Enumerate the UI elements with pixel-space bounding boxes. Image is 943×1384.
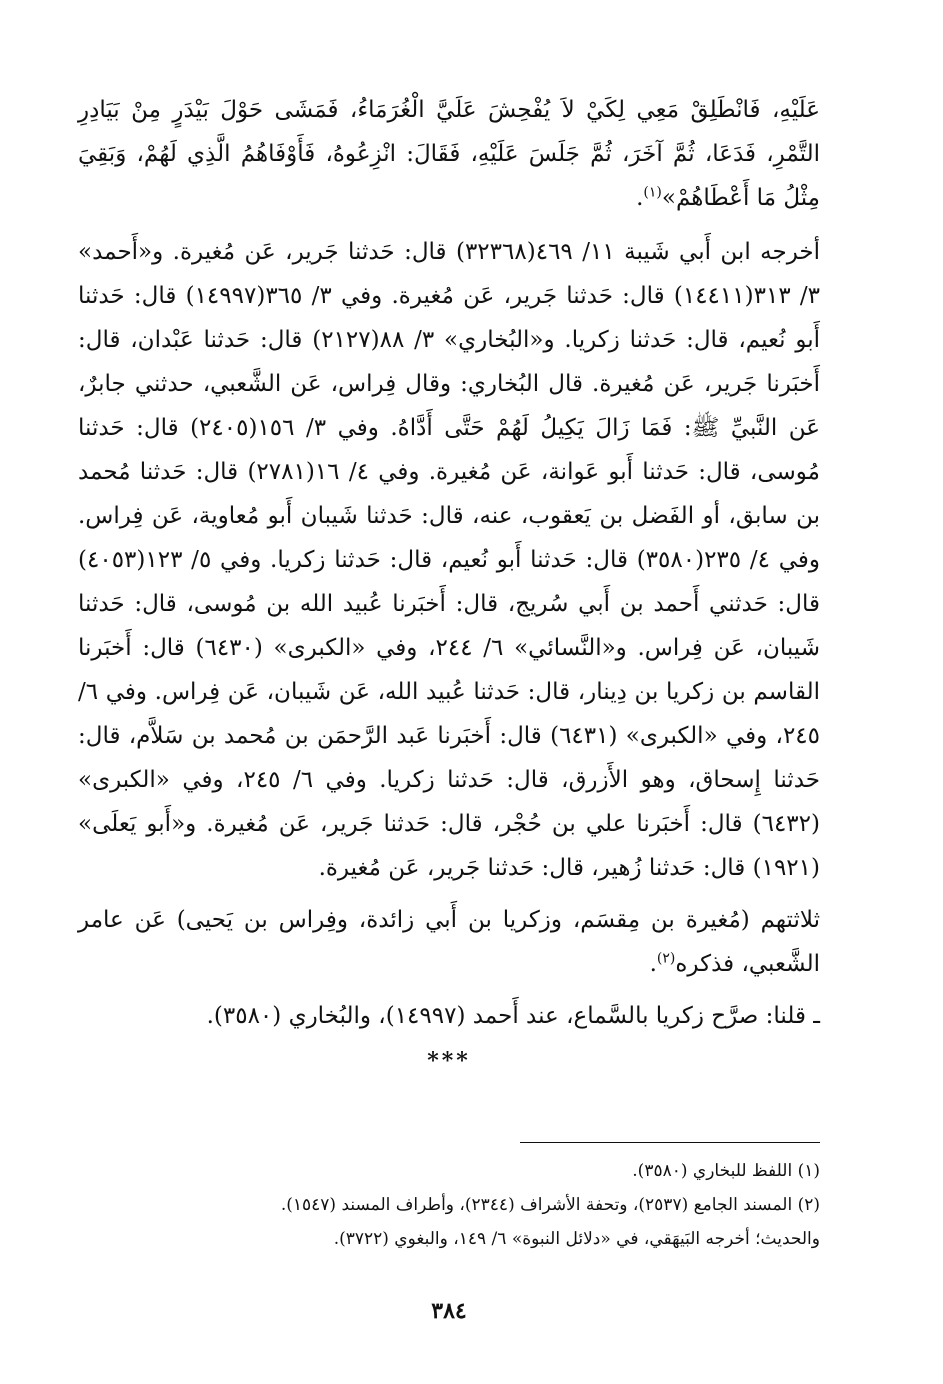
hadith-text: عَلَيْهِ، فَانْطَلِقْ مَعِي لِكَيْ لاَ يُفْحِشَ عَلَيَّ الْغُرَمَاءُ، فَمَشَى حَوْلَ بَيْدَرٍ مِنْ بَيَادِرِ التَّمْرِ، فَدَعَا، ثُمَّ آخَرَ، ثُمَّ جَلَسَ عَلَيْهِ، فَقَالَ: انْزِعُوهُ، فَأَوْفَاهُمُ الَّذِي لَهُمْ، وَبَقِيَ مِثْلُ مَا أَعْطَاهُمْ»$^{(١)}$. — [78, 97, 820, 211]
takhrij-paragraph: أخرجه ابن أَبي شَيبة ١١/ ٤٦٩(٣٢٣٦٨) قال: حَدثنا جَرير، عَن مُغيرة. و«أَحمد» ٣/ ٣١٣(١٤٤١١) قال: حَدثنا جَرير، عَن مُغيرة. وفي ٣/ ٣٦٥(١٤٩٩٧) قال: حَدثنا أَبو نُعيم، قال: حَدثنا زكريا. و«البُخاري» ٣/ ٨٨(٢١٢٧) قال: حَدثنا عَبْدان، قال: أَخبَرنا جَرير، عَن مُغيرة. قال البُخاري: وقال فِراس، عَن الشَّعبي، حدثني جابرٌ، عَن النَّبيِّ ﷺ: فَمَا زَالَ يَكِيلُ لَهُمْ حَتَّى أَدَّاهُ. وفي ٣/ ١٥٦(٢٤٠٥) قال: حَدثنا مُوسى، قال: حَدثنا أَبو عَوانة، عَن مُغيرة. وفي ٤/ ١٦(٢٧٨١) قال: حَدثنا مُحمد بن سابق، أو الفَضل بن يَعقوب، عنه، قال: حَدثنا شَيبان أَبو مُعاوية، عَن فِراس. وفي ٤/ ٢٣٥(٣٥٨٠) قال: حَدثنا أَبو نُعيم، قال: حَدثنا زكريا. وفي ٥/ ١٢٣(٤٠٥٣) قال: حَدثني أَحمد بن أَبي سُريج، قال: أَخبَرنا عُبيد الله بن مُوسى، قال: حَدثنا شَيبان، عَن فِراس. و«النَّسائي» ٦/ ٢٤٤، وفي «الكبرى» (٦٤٣٠) قال: أَخبَرنا القاسم بن زكريا بن دِينار، قال: حَدثنا عُبيد الله، عَن شَيبان، عَن فِراس. وفي ٦/ ٢٤٥، وفي «الكبرى» (٦٤٣١) قال: أَخبَرنا عَبد الرَّحمَن بن مُحمد بن سَلاَّم، قال: حَدثنا إِسحاق، وهو الأَزرق، قال: حَدثنا زكريا. وفي ٦/ ٢٤٥، وفي «الكبرى» (٦٤٣٢) قال: أَخبَرنا علي بن حُجْر، قال: حَدثنا جَرير، عَن مُغيرة. و«أَبو يَعلَى» (١٩٢١) قال: حَدثنا زُهير، قال: حَدثنا جَرير، عَن مُغيرة. — [78, 239, 821, 881]
page-content — [78, 88, 821, 1324]
summary-body: ثلاثتهم (مُغيرة بن مِقسَم، وزكريا بن أَبي زائدة، وفِراس بن يَحيى) عَن عامر الشَّعبي، فذكره — [78, 907, 820, 977]
hadith-body: عَلَيْهِ، فَانْطَلِقْ مَعِي لِكَيْ لاَ يُفْحِشَ عَلَيَّ الْغُرَمَاءُ، فَمَشَى حَوْلَ بَيْدَرٍ مِنْ بَيَادِرِ التَّمْرِ، فَدَعَا، ثُمَّ آخَرَ، ثُمَّ جَلَسَ عَلَيْهِ، فَقَالَ: انْزِعُوهُ، فَأَوْفَاهُمُ الَّذِي لَهُمْ، وَبَقِيَ مِثْلُ مَا أَعْطَاهُمْ» — [78, 97, 820, 211]
footnote-ref-2[interactable]: (٢) — [656, 950, 676, 967]
footnote-2-continued: والحديث؛ أخرجه البَيهَقي، في «دلائل النبوة» ٦/ ١٤٩، والبغوي (٣٧٢٢). — [333, 1229, 820, 1249]
section-separator: *** — [427, 1048, 471, 1074]
footnote-ref-1[interactable]: (١) — [643, 184, 662, 201]
footnotes — [78, 1154, 820, 1256]
footnote-2: (٢) المسند الجامع (٢٥٣٧)، وتحفة الأشراف (٢٣٤٤)، وأطراف المسند (١٥٤٧). — [280, 1195, 820, 1215]
page-number: ٣٨٤ — [431, 1298, 467, 1324]
note-paragraph: ـ قلنا: صرَّح زكريا بالسَّماع، عند أَحمد (١٤٩٩٧)، والبُخاري (٣٥٨٠). — [206, 1003, 820, 1029]
footnote-divider — [520, 1142, 820, 1143]
footnote-1: (١) اللفظ للبخاري (٣٥٨٠). — [632, 1161, 820, 1181]
summary-paragraph: ثلاثتهم (مُغيرة بن مِقسَم، وزكريا بن أَبي زائدة، وفِراس بن يَحيى) عَن عامر الشَّعبي، فذكره$^{(٢)}$. — [78, 907, 820, 977]
